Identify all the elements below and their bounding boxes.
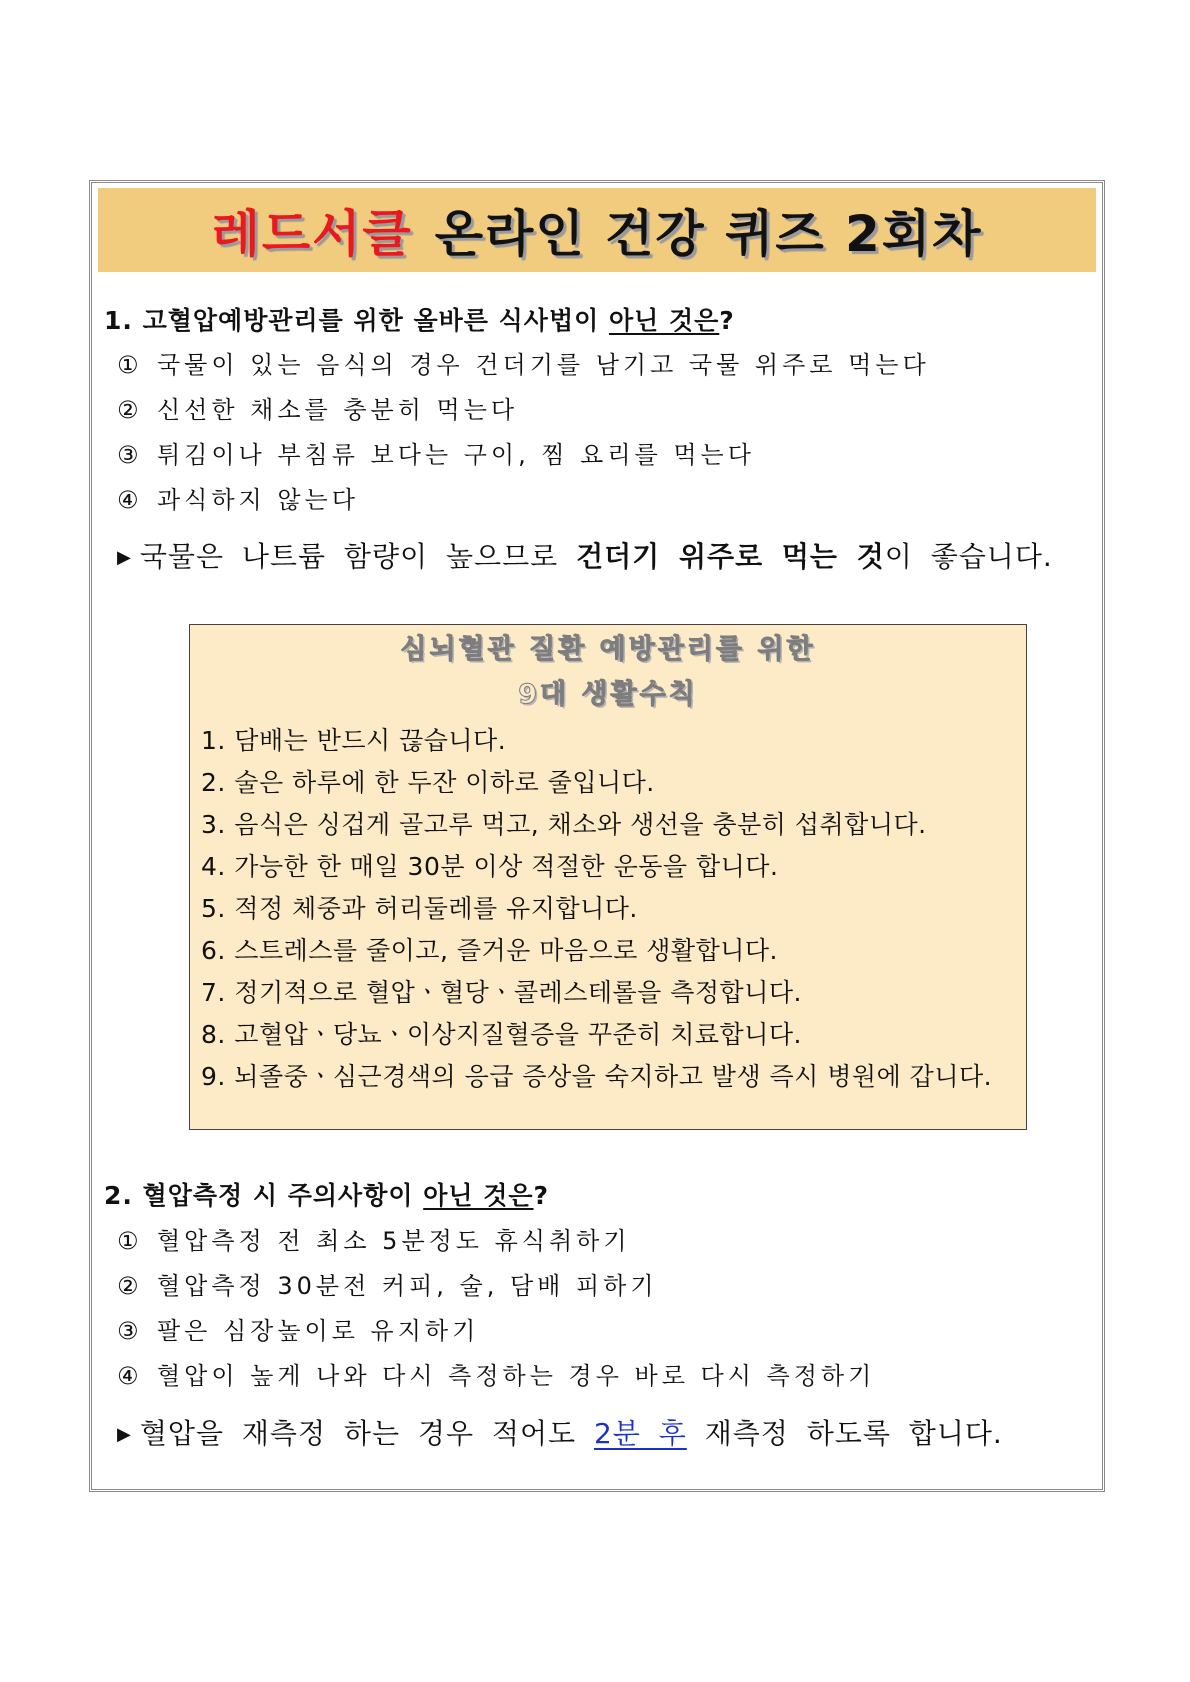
rule-item: 9. 뇌졸중ㆍ심근경색의 응급 증상을 숙지하고 발생 즉시 병원에 갑니다. — [201, 1062, 993, 1091]
q1-option-1 — [117, 345, 930, 380]
question-2 — [104, 1176, 549, 1212]
option-text: 혈압측정 전 최소 5분정도 휴식취하기 — [157, 1227, 631, 1255]
title-brand: 레드서클 — [211, 205, 413, 263]
option-number: ② — [117, 1272, 139, 1300]
q1-option-2 — [117, 390, 518, 425]
nine-rules-box — [189, 624, 1027, 1130]
rule-item: 2. 술은 하루에 한 두잔 이하로 줄입니다. — [201, 768, 655, 797]
q1-answer-note — [117, 535, 1053, 575]
arrow-icon: ▶ — [117, 547, 132, 568]
option-text: 혈압이 높게 나와 다시 측정하는 경우 바로 다시 측정하기 — [157, 1362, 876, 1390]
q2-option-2 — [117, 1266, 658, 1301]
note-text-c: 재측정 하도록 합니다. — [686, 1417, 1003, 1450]
question-1 — [104, 301, 735, 337]
rule-item: 1. 담배는 반드시 끊습니다. — [201, 726, 507, 755]
q1-option-3 — [117, 435, 755, 470]
option-number: ① — [117, 351, 139, 379]
rule-item: 6. 스트레스를 줄이고, 즐거운 마음으로 생활합니다. — [201, 936, 778, 965]
note-highlight: 건더기 위주로 먹는 것 — [576, 540, 885, 573]
rule-item: 5. 적정 체중과 허리둘레를 유지합니다. — [201, 894, 638, 923]
option-text: 국물이 있는 음식의 경우 건더기를 남기고 국물 위주로 먹는다 — [157, 351, 930, 379]
option-text: 신선한 채소를 충분히 먹는다 — [157, 396, 519, 424]
note-text-a: 혈압을 재측정 하는 경우 적어도 — [139, 1417, 594, 1450]
arrow-icon: ▶ — [117, 1424, 132, 1445]
option-number: ④ — [117, 1362, 139, 1390]
option-number: ④ — [117, 486, 139, 514]
question-1-prefix: 1. 고혈압예방관리를 위한 올바른 식사법이 — [104, 306, 609, 335]
rule-item: 8. 고혈압ㆍ당뇨ㆍ이상지질혈증을 꾸준히 치료합니다. — [201, 1020, 802, 1049]
option-text: 튀김이나 부침류 보다는 구이, 찜 요리를 먹는다 — [157, 441, 755, 469]
rule-item: 4. 가능한 한 매일 30분 이상 적절한 운동을 합니다. — [201, 852, 779, 881]
option-number: ③ — [117, 1317, 139, 1345]
option-text: 혈압측정 30분전 커피, 술, 담배 피하기 — [157, 1272, 658, 1300]
option-number: ① — [117, 1227, 139, 1255]
note-text-a: 국물은 나트륨 함량이 높으므로 — [139, 540, 577, 573]
rule-item: 3. 음식은 싱겁게 골고루 먹고, 채소와 생선을 충분히 섭취합니다. — [201, 810, 927, 839]
quiz-frame — [89, 180, 1105, 1492]
note-text-c: 이 좋습니다. — [884, 540, 1053, 573]
rule-item: 7. 정기적으로 혈압ㆍ혈당ㆍ콜레스테롤을 측정합니다. — [201, 978, 802, 1007]
question-2-prefix: 2. 혈압측정 시 주의사항이 — [104, 1181, 424, 1210]
title-banner — [98, 188, 1096, 272]
q2-option-1 — [117, 1221, 631, 1256]
title-text: 온라인 건강 퀴즈 2회차 — [434, 205, 983, 263]
q2-option-3 — [117, 1311, 479, 1346]
option-number: ③ — [117, 441, 139, 469]
q2-answer-note — [117, 1412, 1003, 1452]
q1-option-4 — [117, 480, 359, 515]
question-1-emphasis: 아닌 것은 — [608, 306, 720, 335]
rules-heading-line-1: 심뇌혈관 질환 예방관리를 위한 — [400, 634, 816, 665]
question-1-suffix: ? — [719, 306, 735, 335]
q2-option-4 — [117, 1356, 875, 1391]
note-highlight: 2분 후 — [593, 1417, 687, 1450]
option-text: 팔은 심장높이로 유지하기 — [157, 1317, 480, 1345]
question-2-suffix: ? — [533, 1181, 550, 1210]
question-2-emphasis: 아닌 것은 — [423, 1181, 534, 1210]
option-number: ② — [117, 396, 139, 424]
rules-heading-line-2: 9대 생활수칙 — [518, 679, 698, 710]
option-text: 과식하지 않는다 — [157, 486, 359, 514]
